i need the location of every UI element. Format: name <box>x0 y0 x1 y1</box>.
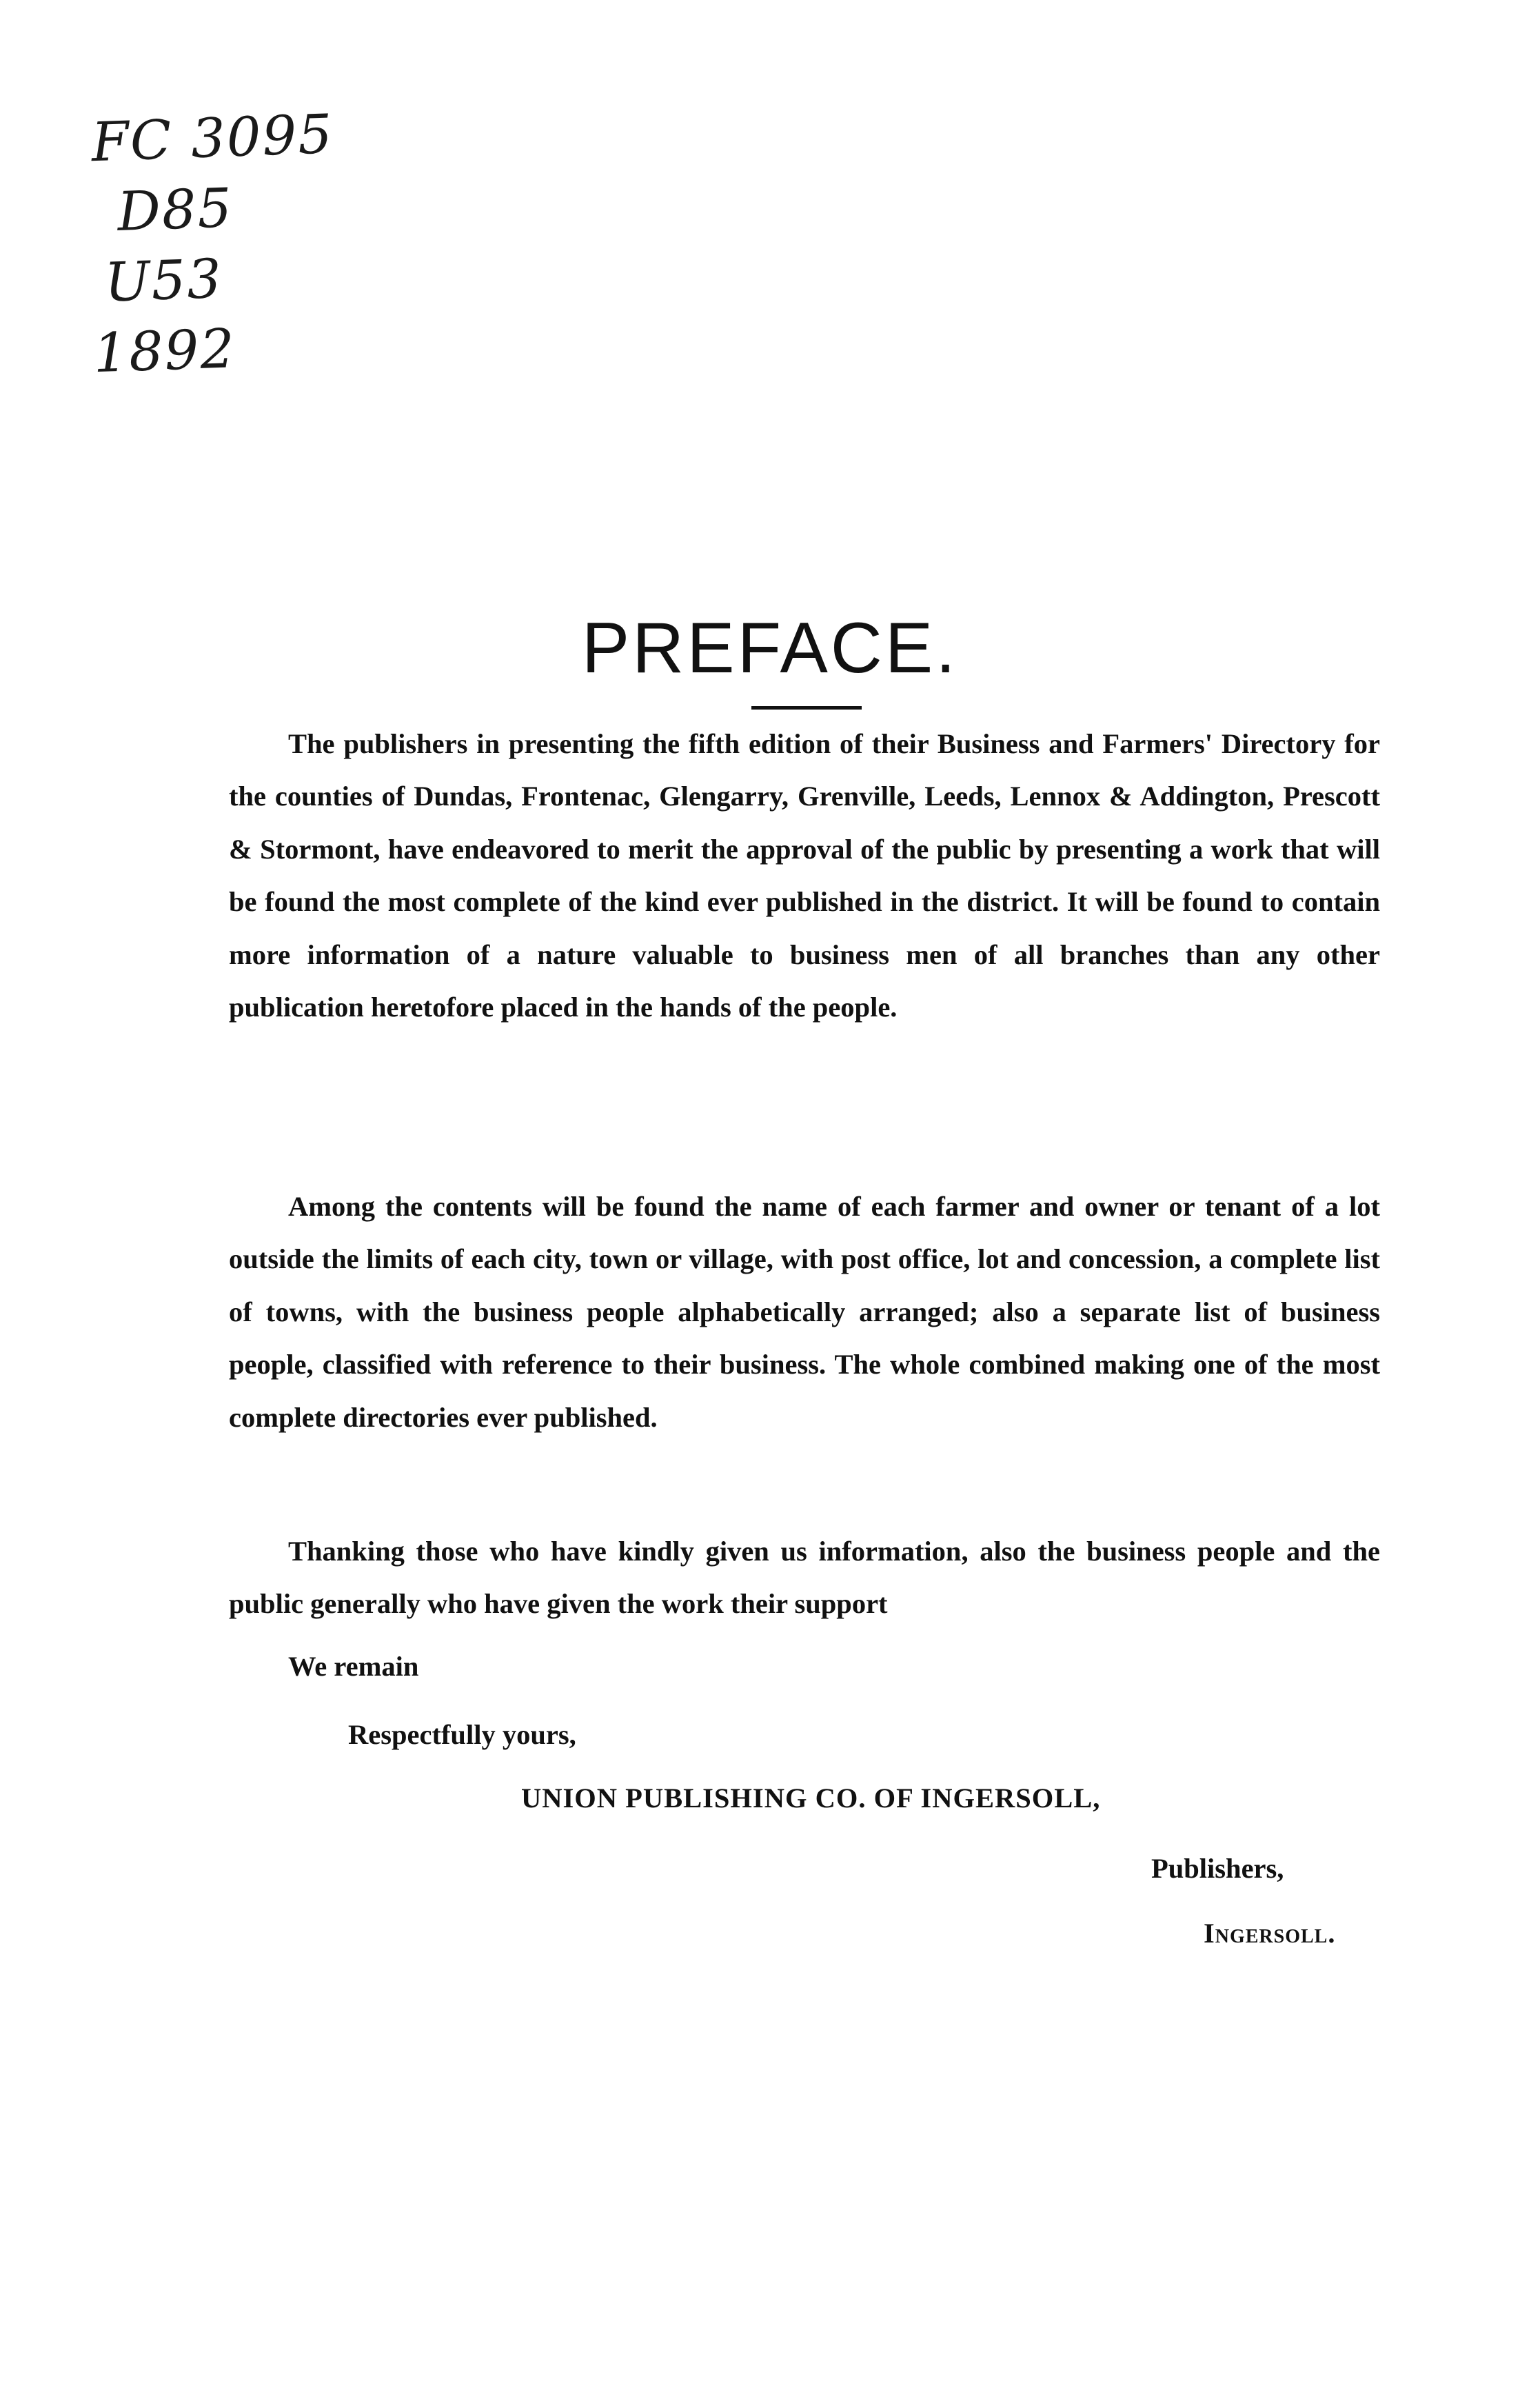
publisher-name: UNION PUBLISHING CO. OF INGERSOLL, <box>521 1783 1101 1814</box>
call-number-line: 1892 <box>92 318 237 385</box>
preface-paragraph-1: The publishers in presenting the fifth edition of their Business and Farmers' Directory for the counties of Dundas, Frontenac, Glengarry, Grenville, Leeds, Lennox & Addington, Prescott & Stormont, have endeavored to merit the approval of the public by presenting a work that will be found the most complete of the kind ever published in the district. It will be found to contain more information of a nature valuable to business men of all branches than any other publication heretofore placed in the hands of the people. <box>229 728 1380 1023</box>
closing-respectfully: Respectfully yours, <box>348 1719 576 1750</box>
call-number-line: U53 <box>103 248 224 314</box>
call-number-line: FC 3095 <box>90 103 335 174</box>
title-divider <box>751 706 862 710</box>
publisher-role: Publishers, <box>1151 1853 1284 1884</box>
publisher-city: Ingersoll. <box>1204 1918 1336 1949</box>
closing-we-remain: We remain <box>288 1651 419 1682</box>
page-title: PREFACE. <box>581 608 959 688</box>
call-number-line: D85 <box>116 177 234 243</box>
preface-paragraph-3: Thanking those who have kindly given us information, also the business people and the public generally who have given the work their support <box>229 1536 1380 1620</box>
preface-paragraph-2: Among the contents will be found the name of each farmer and owner or tenant of a lot outside the limits of each city, town or village, with post office, lot and concession, a complete list of towns, with the business people alphabetically arranged; also a separate list of business people, classified with reference to their business. The whole combined making one of the most complete directories ever published. <box>229 1191 1380 1433</box>
library-call-number-stamp <box>90 99 342 389</box>
